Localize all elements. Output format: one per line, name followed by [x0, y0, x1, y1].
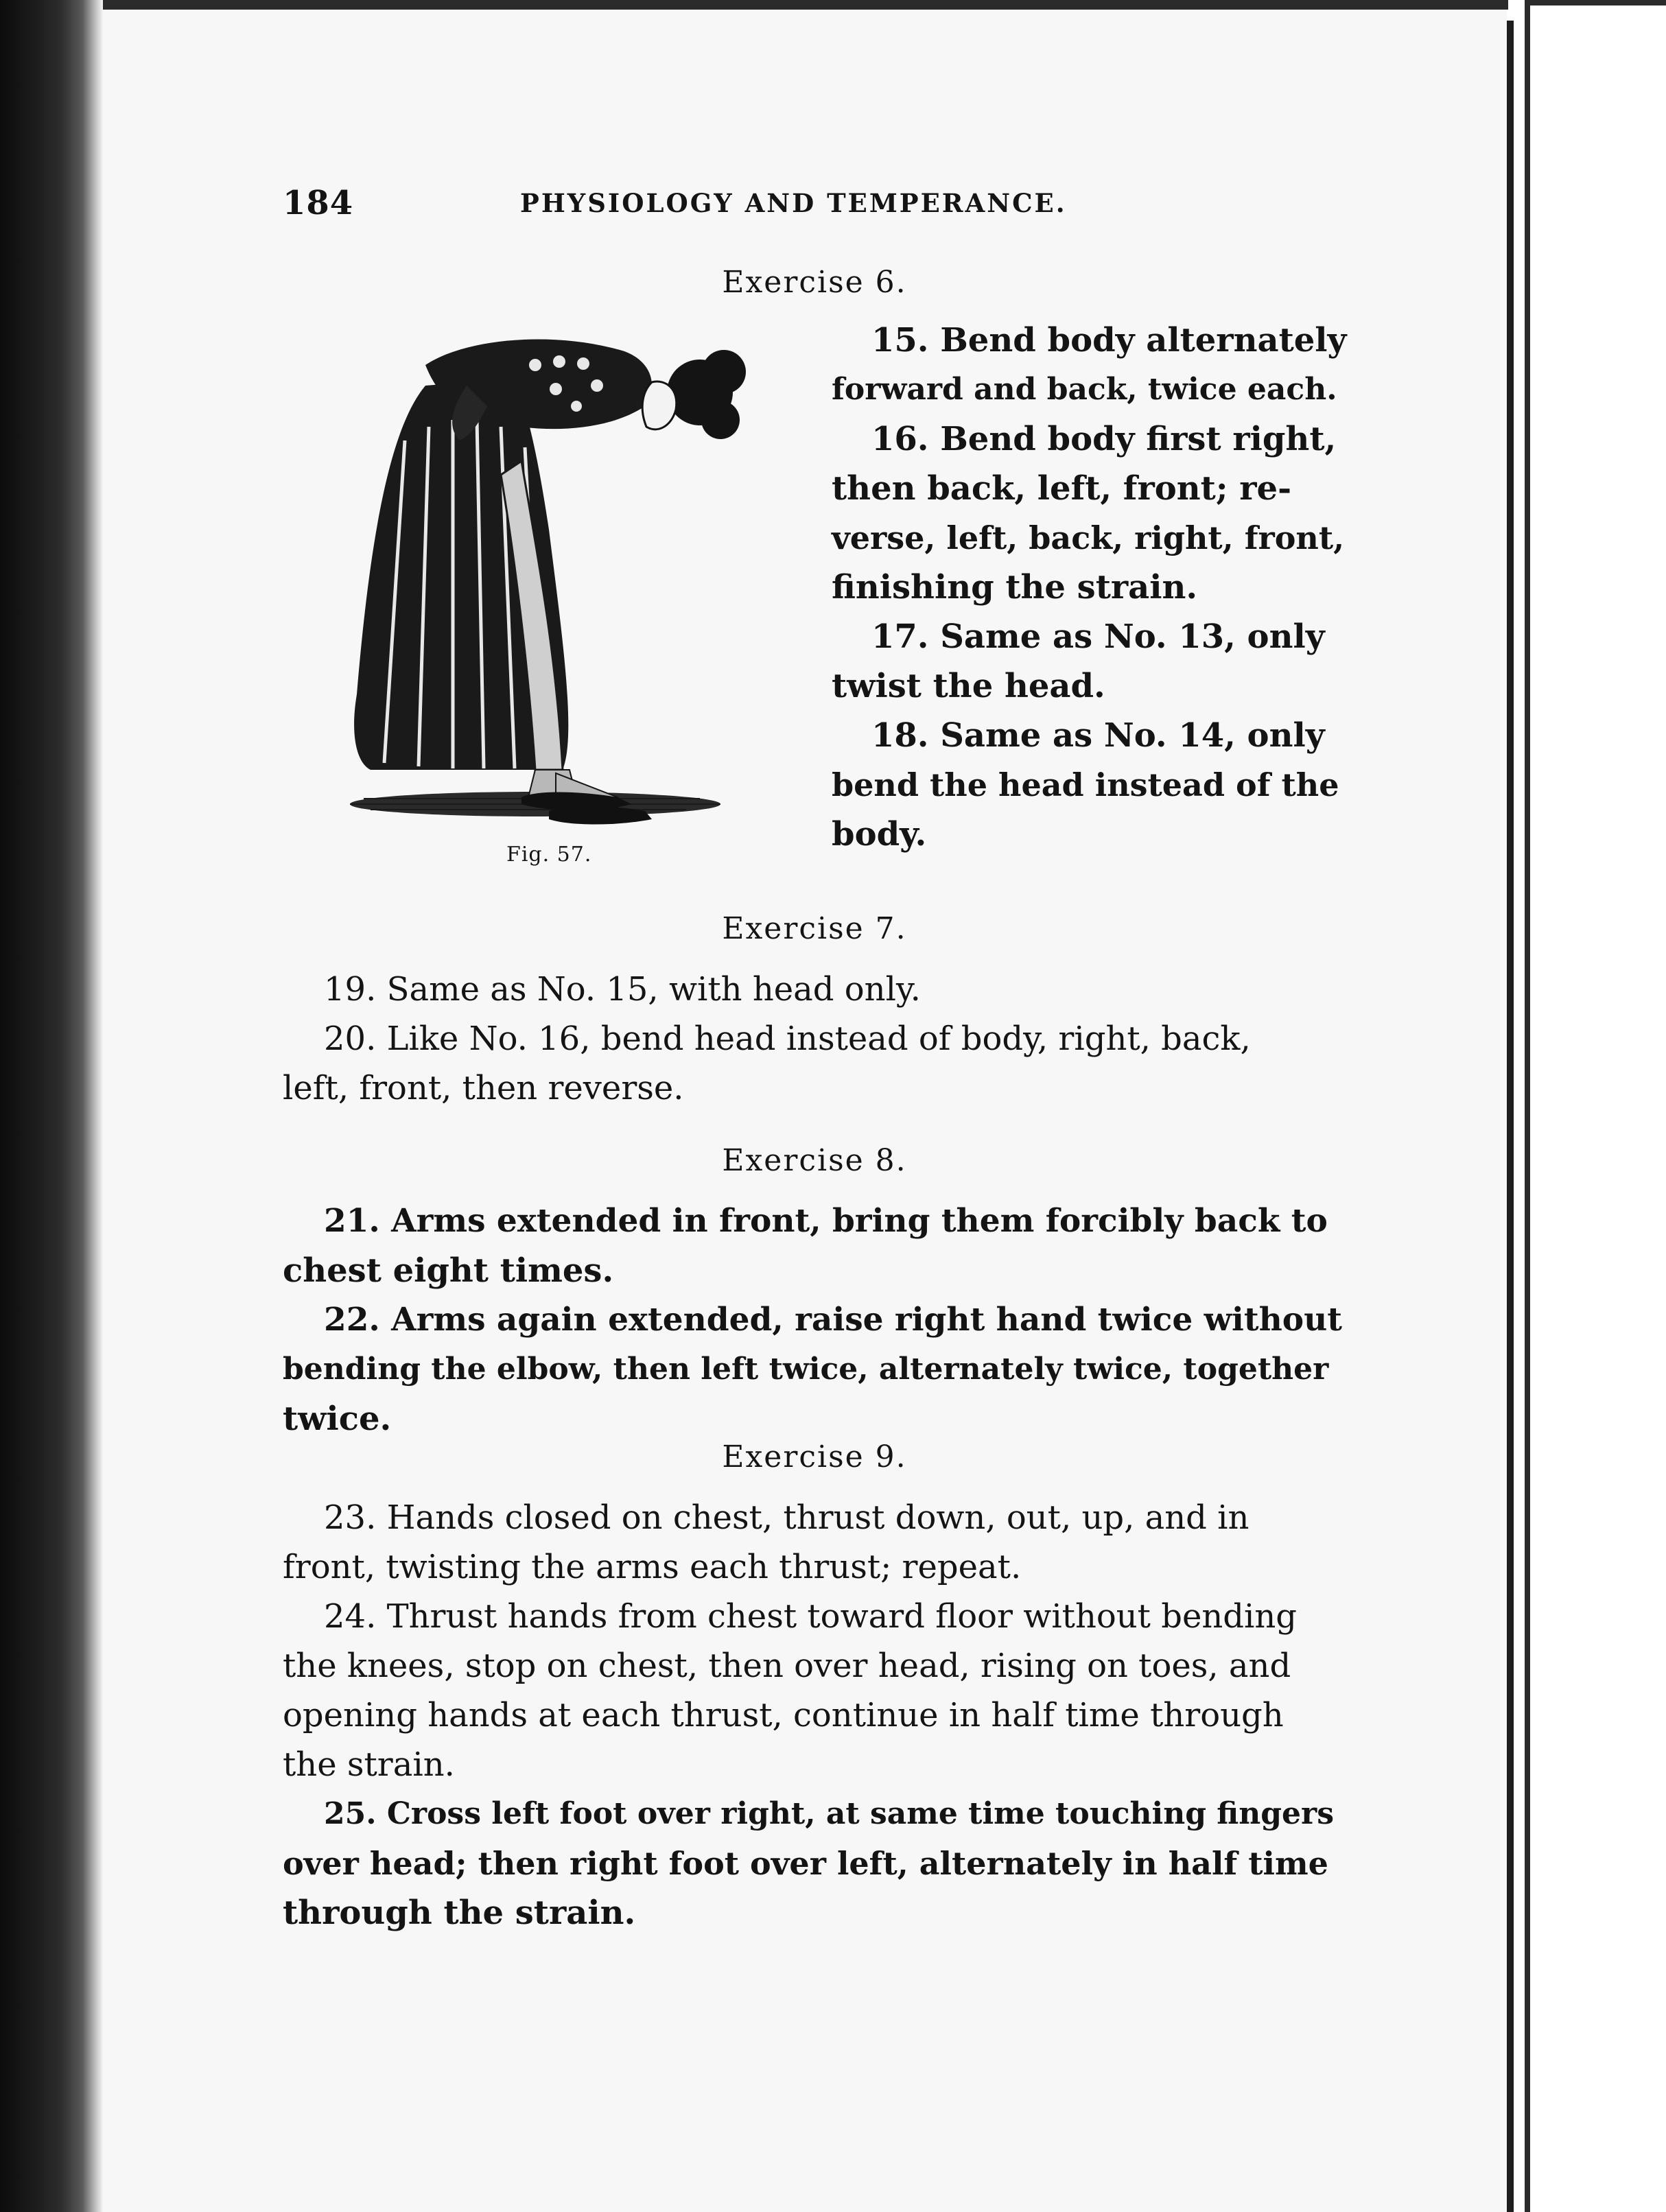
text-line: left, front, then reverse. — [283, 1069, 684, 1107]
text-line: chest eight times. — [283, 1251, 614, 1290]
text-line: 22. Arms again extended, raise right hand twice without — [324, 1301, 1343, 1339]
text-line: over head; then right foot over left, alternately in half time — [283, 1845, 1328, 1882]
text-line: through the strain. — [283, 1894, 636, 1932]
text-line: the knees, stop on chest, then over head, rising on toes, and — [283, 1647, 1291, 1685]
text-line: 15. Bend body alternately — [871, 321, 1347, 360]
text-line: opening hands at each thrust, continue in half time through — [283, 1696, 1284, 1734]
text-line: 25. Cross left foot over right, at same time touching fingers — [324, 1796, 1334, 1831]
text-line: 21. Arms extended in front, bring them forcibly back to — [324, 1202, 1328, 1240]
page-right-edge — [1507, 21, 1514, 2212]
text-line: then back, left, front; re- — [832, 469, 1292, 508]
text-line: 24. Thrust hands from chest toward floor without bending — [324, 1597, 1297, 1636]
exercise-heading: Exercise 6. — [722, 265, 907, 300]
text-line: bending the elbow, then left twice, alternately twice, together — [283, 1352, 1329, 1387]
text-line: 17. Same as No. 13, only — [871, 617, 1325, 656]
text-line: 20. Like No. 16, bend head instead of body, right, back, — [324, 1020, 1251, 1058]
text-line: 19. Same as No. 15, with head only. — [324, 970, 921, 1009]
next-page-top-edge — [1530, 0, 1666, 5]
text-line: bend the head instead of the — [832, 766, 1339, 803]
page-number: 184 — [283, 184, 354, 222]
text-line: twist the head. — [832, 667, 1105, 705]
text-line: body. — [832, 815, 927, 854]
exercise-heading: Exercise 8. — [722, 1143, 907, 1178]
text-line: the strain. — [283, 1745, 455, 1784]
next-page-edge — [1525, 0, 1530, 2212]
text-line: verse, left, back, right, front, — [832, 519, 1345, 556]
text-line: 16. Bend body first right, — [871, 420, 1337, 458]
text-line: 23. Hands closed on chest, thrust down, out, up, and in — [324, 1498, 1250, 1537]
text-line: 18. Same as No. 14, only — [871, 716, 1325, 755]
text-line: forward and back, twice each. — [832, 372, 1337, 407]
book-spine-shadow — [0, 0, 103, 2212]
exercise-heading: Exercise 7. — [722, 911, 907, 946]
text-line: finishing the strain. — [832, 568, 1198, 607]
text-line: twice. — [283, 1400, 392, 1438]
page-top-edge — [103, 0, 1510, 10]
text-line: front, twisting the arms each thrust; repeat. — [283, 1548, 1022, 1586]
figure-caption: Fig. 57. — [506, 843, 592, 867]
running-title: PHYSIOLOGY AND TEMPERANCE. — [520, 188, 1067, 218]
figure-bending-woman-illustration — [329, 324, 769, 845]
right-margin-band — [1508, 0, 1666, 2212]
exercise-heading: Exercise 9. — [722, 1439, 907, 1474]
